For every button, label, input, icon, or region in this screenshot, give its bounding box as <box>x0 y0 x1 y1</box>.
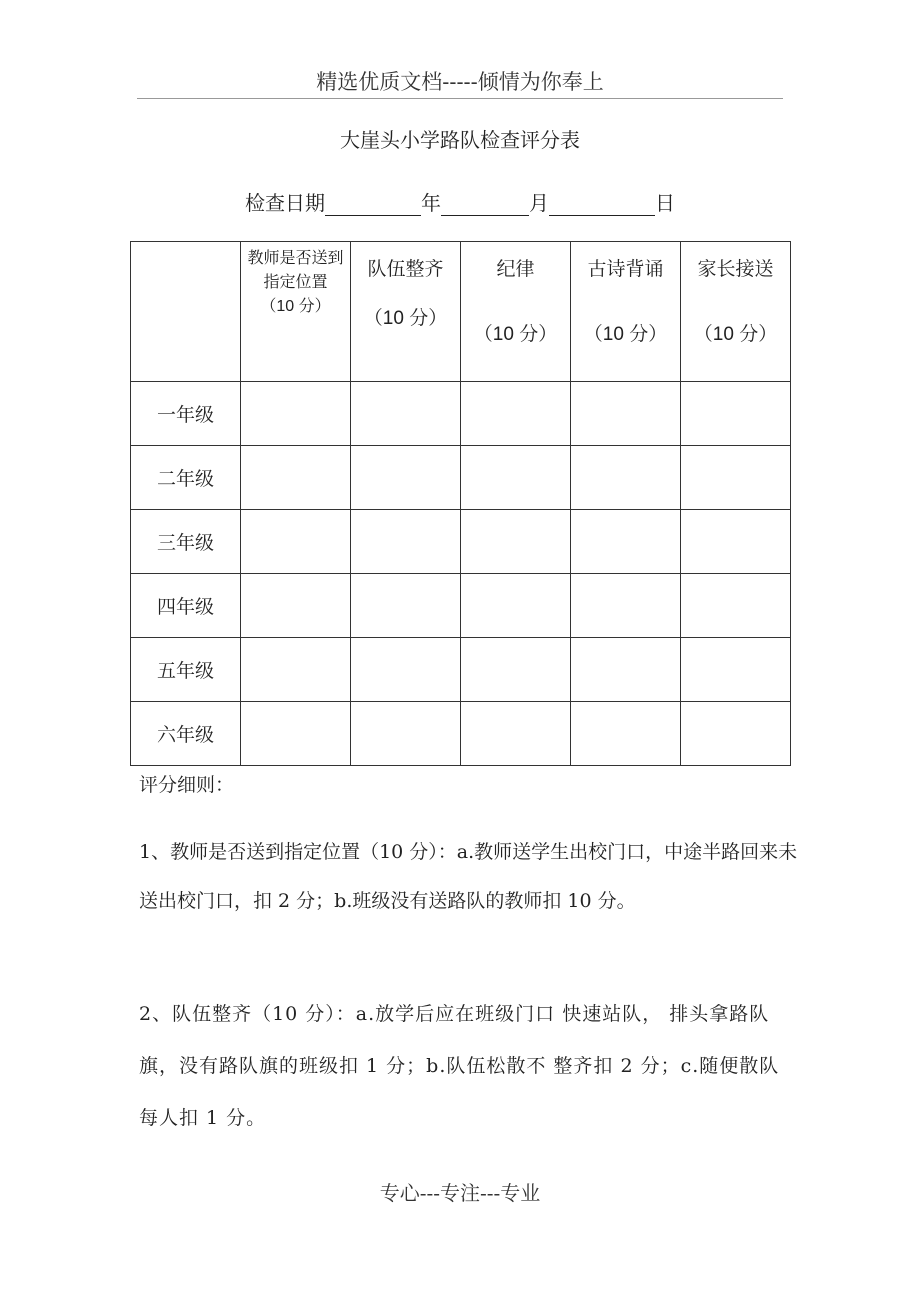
score-cell[interactable] <box>461 446 571 510</box>
score-cell[interactable] <box>241 510 351 574</box>
score-cell[interactable] <box>351 702 461 766</box>
score-cell[interactable] <box>571 702 681 766</box>
table-row <box>131 446 791 510</box>
score-cell[interactable] <box>461 638 571 702</box>
score-cell[interactable] <box>241 702 351 766</box>
score-cell[interactable] <box>681 574 791 638</box>
header-discipline-points: （10 分） <box>473 324 558 345</box>
score-cell[interactable] <box>571 574 681 638</box>
table-row <box>131 702 791 766</box>
score-table <box>130 241 791 766</box>
month-label: 月 <box>529 191 549 215</box>
score-cell[interactable] <box>461 382 571 446</box>
grade-label: 二年级 <box>131 446 241 510</box>
score-cell[interactable] <box>571 510 681 574</box>
day-label: 日 <box>655 191 675 215</box>
score-cell[interactable] <box>241 446 351 510</box>
document-title: 大崖头小学路队检查评分表 <box>340 128 580 152</box>
header-parent-pickup-points: （10 分） <box>693 324 778 345</box>
score-cell[interactable] <box>351 446 461 510</box>
scoring-rules-label: 评分细则： <box>139 774 235 796</box>
date-line <box>0 187 920 216</box>
header-divider <box>137 98 783 99</box>
table-row <box>131 382 791 446</box>
score-cell[interactable] <box>571 446 681 510</box>
table-row <box>131 574 791 638</box>
score-cell[interactable] <box>681 510 791 574</box>
score-cell[interactable] <box>241 382 351 446</box>
score-cell[interactable] <box>571 638 681 702</box>
grade-label: 三年级 <box>131 510 241 574</box>
header-poem-recitation <box>571 242 681 382</box>
score-cell[interactable] <box>681 638 791 702</box>
day-blank <box>549 193 655 216</box>
date-label: 检查日期 <box>245 191 325 215</box>
year-label: 年 <box>421 191 441 215</box>
score-cell[interactable] <box>461 702 571 766</box>
score-cell[interactable] <box>461 574 571 638</box>
grade-label: 四年级 <box>131 574 241 638</box>
header-poem-recitation-label: 古诗背诵 <box>587 258 664 280</box>
grade-label: 六年级 <box>131 702 241 766</box>
score-cell[interactable] <box>461 510 571 574</box>
score-cell[interactable] <box>681 446 791 510</box>
rule-paragraph-1: 1、教师是否送到指定位置（10 分）：a.教师送学生出校门口，中途半路回来未送出校门口，扣 2 分；b.班级没有送路队的教师扣 10 分。 <box>139 841 798 912</box>
score-cell[interactable] <box>351 510 461 574</box>
header-line-order <box>351 242 461 382</box>
header-parent-pickup <box>681 242 791 382</box>
score-cell[interactable] <box>681 382 791 446</box>
header-line-order-label: 队伍整齐 <box>367 258 444 280</box>
table-row <box>131 638 791 702</box>
header-teacher-escort-points: （10 分） <box>260 298 331 315</box>
score-cell[interactable] <box>351 574 461 638</box>
score-cell[interactable] <box>571 382 681 446</box>
header-discipline <box>461 242 571 382</box>
header-line-order-points: （10 分） <box>363 308 448 329</box>
score-cell[interactable] <box>681 702 791 766</box>
grade-label: 一年级 <box>131 382 241 446</box>
header-teacher-escort <box>241 242 351 382</box>
score-cell[interactable] <box>241 638 351 702</box>
header-parent-pickup-label: 家长接送 <box>697 258 774 280</box>
header-teacher-escort-label: 教师是否送到指定位置 <box>247 248 344 291</box>
corner-cell <box>131 242 241 382</box>
score-cell[interactable] <box>351 638 461 702</box>
score-cell[interactable] <box>241 574 351 638</box>
month-blank <box>441 193 529 216</box>
score-cell[interactable] <box>351 382 461 446</box>
page-header: 精选优质文档-----倾情为你奉上 <box>316 70 604 94</box>
page-footer: 专心---专注---专业 <box>379 1181 541 1205</box>
header-discipline-label: 纪律 <box>496 258 535 280</box>
rule-paragraph-2: 2、队伍整齐（10 分）：a.放学后应在班级门口 快速站队， 排头拿路队旗，没有路队旗的班级扣 1 分；b.队伍松散不 整齐扣 2 分；c.随便散队每人扣 1 分。 <box>139 1003 780 1129</box>
grade-label: 五年级 <box>131 638 241 702</box>
year-blank <box>325 193 421 216</box>
table-row <box>131 510 791 574</box>
header-poem-recitation-points: （10 分） <box>583 324 668 345</box>
table-header-row <box>131 242 791 382</box>
